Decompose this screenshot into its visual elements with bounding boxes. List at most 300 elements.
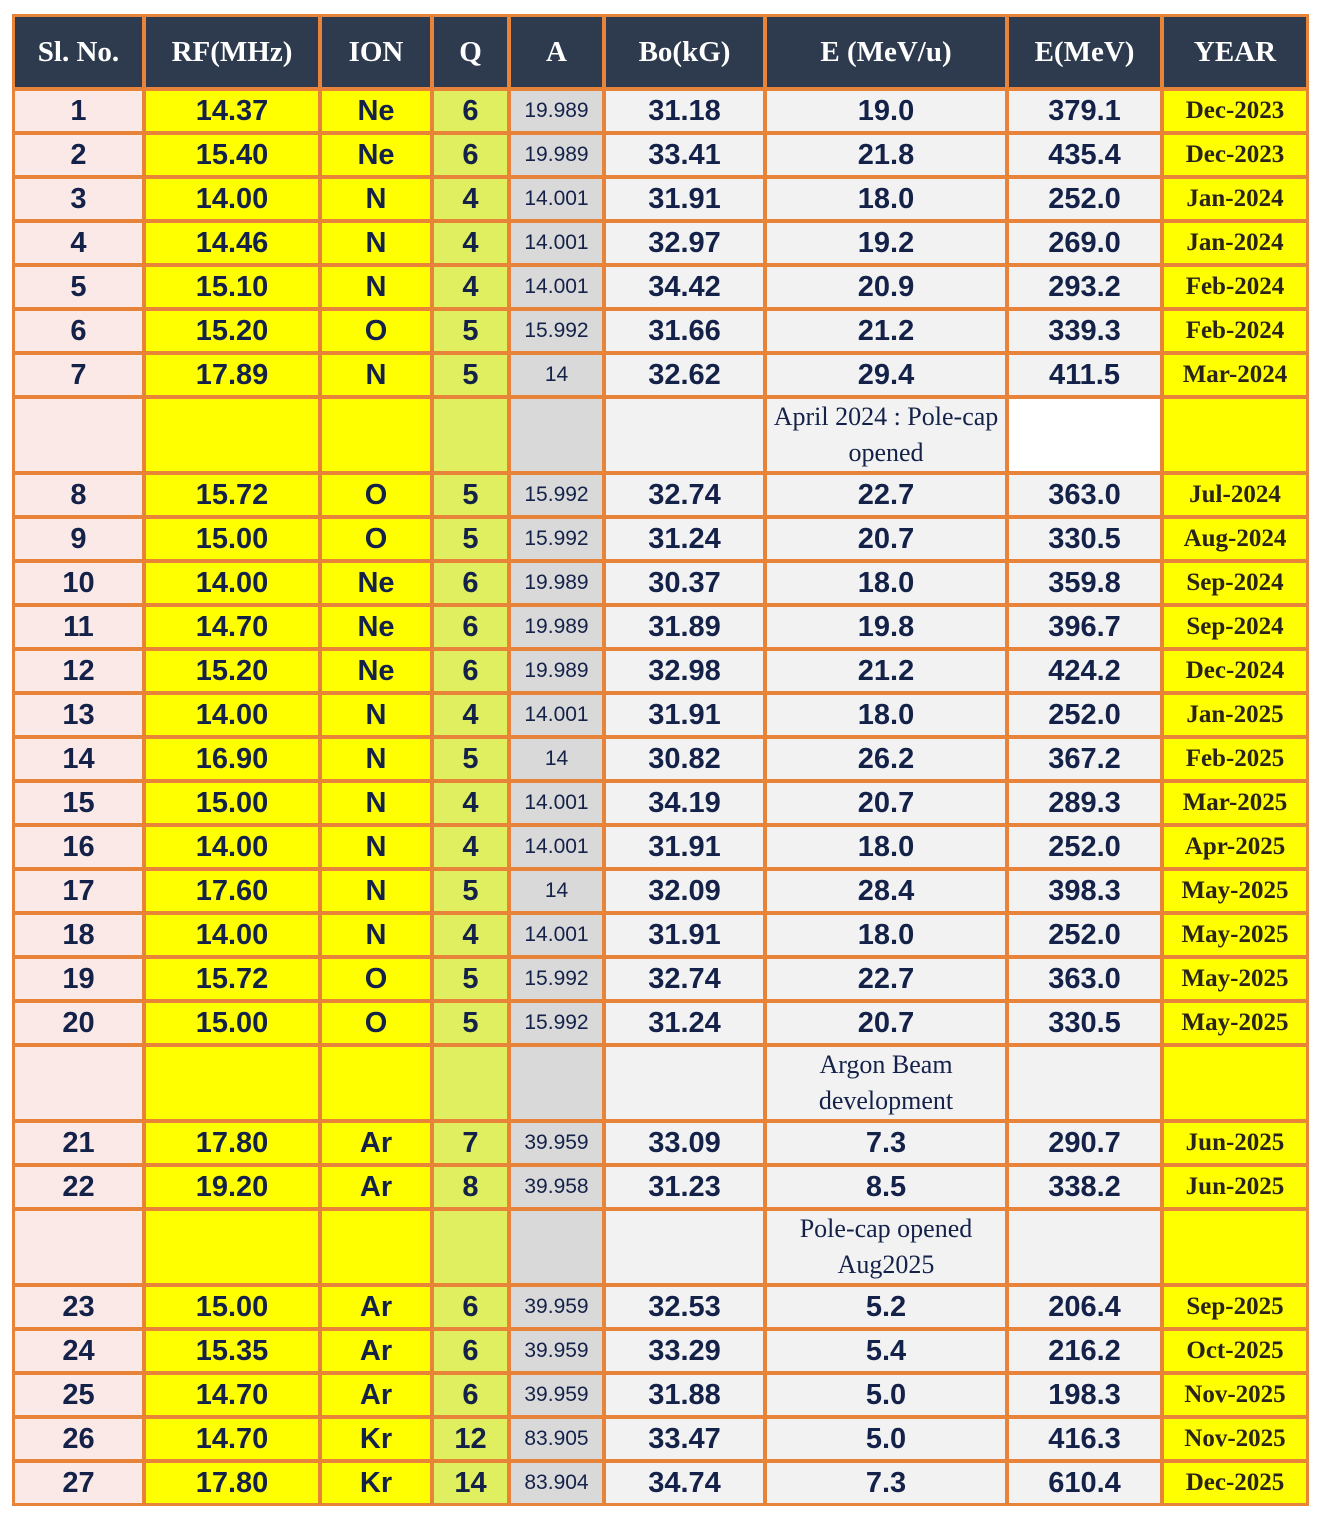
cell-a: 14.001	[511, 179, 606, 223]
cell-a: 15.992	[511, 959, 606, 1003]
cell-e-per-u: 19.2	[767, 223, 1009, 267]
cell-e-mev: 424.2	[1009, 651, 1164, 695]
cell-year: Dec-2023	[1164, 135, 1306, 179]
cell-a: 19.989	[511, 563, 606, 607]
cell-e-per-u: 21.2	[767, 311, 1009, 355]
cell-sl-no: 24	[15, 1331, 146, 1375]
cell-sl-no: 12	[15, 651, 146, 695]
cell-sl-no: 19	[15, 959, 146, 1003]
cell-year: Nov-2025	[1164, 1375, 1306, 1419]
cell-bo: 31.91	[606, 179, 767, 223]
cell-bo: 31.18	[606, 91, 767, 135]
cell-e-per-u: 20.7	[767, 783, 1009, 827]
table-row	[15, 827, 1306, 871]
table-row	[15, 223, 1306, 267]
cell-ion: O	[322, 519, 434, 563]
empty-cell	[1009, 399, 1164, 475]
cell-q: 4	[434, 827, 511, 871]
cell-bo: 31.23	[606, 1167, 767, 1211]
cell-bo: 34.74	[606, 1463, 767, 1503]
table-row	[15, 959, 1306, 1003]
cell-year: Jan-2025	[1164, 695, 1306, 739]
cell-rf: 19.20	[146, 1167, 322, 1211]
cell-rf: 15.20	[146, 311, 322, 355]
cell-bo: 30.37	[606, 563, 767, 607]
cell-e-per-u: 22.7	[767, 475, 1009, 519]
cell-e-per-u: 5.0	[767, 1375, 1009, 1419]
cell-year: Aug-2024	[1164, 519, 1306, 563]
cell-bo: 31.24	[606, 519, 767, 563]
cell-year: Jun-2025	[1164, 1167, 1306, 1211]
header-ion: ION	[322, 17, 434, 91]
cell-q: 4	[434, 223, 511, 267]
cell-bo: 34.42	[606, 267, 767, 311]
header-e-per-u: E (MeV/u)	[767, 17, 1009, 91]
empty-cell	[322, 399, 434, 475]
header-row	[15, 17, 1306, 91]
table-row	[15, 475, 1306, 519]
cell-year: Feb-2024	[1164, 311, 1306, 355]
cell-q: 4	[434, 267, 511, 311]
cell-year: Sep-2024	[1164, 563, 1306, 607]
cell-q: 6	[434, 607, 511, 651]
cell-rf: 17.60	[146, 871, 322, 915]
table-body	[15, 91, 1306, 1503]
cell-bo: 31.24	[606, 1003, 767, 1047]
cell-ion: Ne	[322, 563, 434, 607]
cell-rf: 15.72	[146, 475, 322, 519]
cell-sl-no: 13	[15, 695, 146, 739]
cell-e-per-u: 7.3	[767, 1463, 1009, 1503]
cell-rf: 17.89	[146, 355, 322, 399]
cell-e-mev: 290.7	[1009, 1123, 1164, 1167]
cell-rf: 15.35	[146, 1331, 322, 1375]
table-row	[15, 1375, 1306, 1419]
cell-e-mev: 610.4	[1009, 1463, 1164, 1503]
cell-a: 39.959	[511, 1287, 606, 1331]
table-row	[15, 871, 1306, 915]
cell-a: 14.001	[511, 915, 606, 959]
cell-e-mev: 252.0	[1009, 695, 1164, 739]
cell-a: 19.989	[511, 607, 606, 651]
cell-sl-no: 7	[15, 355, 146, 399]
cell-e-per-u: 21.2	[767, 651, 1009, 695]
cell-rf: 15.00	[146, 783, 322, 827]
empty-cell	[606, 1047, 767, 1123]
empty-cell	[146, 1047, 322, 1123]
cell-sl-no: 6	[15, 311, 146, 355]
cell-year: May-2025	[1164, 871, 1306, 915]
cell-sl-no: 21	[15, 1123, 146, 1167]
empty-cell	[434, 1211, 511, 1287]
table-row	[15, 1123, 1306, 1167]
cell-sl-no: 3	[15, 179, 146, 223]
cell-ion: O	[322, 475, 434, 519]
cell-e-mev: 416.3	[1009, 1419, 1164, 1463]
cell-e-per-u: 5.2	[767, 1287, 1009, 1331]
cell-e-mev: 398.3	[1009, 871, 1164, 915]
cell-e-per-u: 21.8	[767, 135, 1009, 179]
cell-bo: 31.91	[606, 827, 767, 871]
cell-e-per-u: 5.4	[767, 1331, 1009, 1375]
cell-q: 5	[434, 311, 511, 355]
cell-year: Feb-2025	[1164, 739, 1306, 783]
cell-ion: N	[322, 223, 434, 267]
cell-year: Nov-2025	[1164, 1419, 1306, 1463]
cell-year: May-2025	[1164, 915, 1306, 959]
cell-bo: 31.88	[606, 1375, 767, 1419]
empty-cell	[1164, 1211, 1306, 1287]
cell-q: 14	[434, 1463, 511, 1503]
cell-bo: 31.91	[606, 915, 767, 959]
cell-bo: 33.09	[606, 1123, 767, 1167]
cell-ion: N	[322, 915, 434, 959]
table-row	[15, 311, 1306, 355]
empty-cell	[322, 1047, 434, 1123]
cell-a: 83.904	[511, 1463, 606, 1503]
cell-rf: 14.00	[146, 827, 322, 871]
cell-rf: 16.90	[146, 739, 322, 783]
cell-e-per-u: 20.7	[767, 519, 1009, 563]
cell-ion: Ar	[322, 1123, 434, 1167]
cell-year: Jan-2024	[1164, 223, 1306, 267]
cell-ion: Ne	[322, 91, 434, 135]
cell-e-mev: 339.3	[1009, 311, 1164, 355]
cell-bo: 33.47	[606, 1419, 767, 1463]
cell-a: 15.992	[511, 1003, 606, 1047]
cell-sl-no: 10	[15, 563, 146, 607]
cell-e-mev: 330.5	[1009, 1003, 1164, 1047]
cell-bo: 33.41	[606, 135, 767, 179]
cell-bo: 34.19	[606, 783, 767, 827]
table-row	[15, 607, 1306, 651]
note-text: Argon Beam development	[767, 1047, 1009, 1123]
cell-a: 19.989	[511, 91, 606, 135]
cell-e-mev: 330.5	[1009, 519, 1164, 563]
empty-cell	[511, 1047, 606, 1123]
cell-a: 39.959	[511, 1123, 606, 1167]
cell-bo: 32.98	[606, 651, 767, 695]
cell-rf: 17.80	[146, 1463, 322, 1503]
cell-e-per-u: 20.9	[767, 267, 1009, 311]
cell-q: 5	[434, 475, 511, 519]
header-rf: RF(MHz)	[146, 17, 322, 91]
cell-rf: 15.00	[146, 1003, 322, 1047]
empty-cell	[15, 1211, 146, 1287]
cell-e-mev: 252.0	[1009, 915, 1164, 959]
cell-e-per-u: 18.0	[767, 179, 1009, 223]
cell-bo: 32.62	[606, 355, 767, 399]
cell-year: Feb-2024	[1164, 267, 1306, 311]
cell-q: 5	[434, 959, 511, 1003]
cell-q: 6	[434, 91, 511, 135]
cell-year: May-2025	[1164, 959, 1306, 1003]
cell-e-mev: 363.0	[1009, 475, 1164, 519]
empty-cell	[434, 399, 511, 475]
cell-rf: 15.72	[146, 959, 322, 1003]
cell-e-per-u: 29.4	[767, 355, 1009, 399]
empty-cell	[322, 1211, 434, 1287]
table-row	[15, 355, 1306, 399]
table-row	[15, 1463, 1306, 1503]
cell-e-mev: 396.7	[1009, 607, 1164, 651]
cell-e-mev: 252.0	[1009, 827, 1164, 871]
cell-sl-no: 26	[15, 1419, 146, 1463]
cell-a: 14.001	[511, 223, 606, 267]
cell-rf: 14.00	[146, 179, 322, 223]
cell-sl-no: 18	[15, 915, 146, 959]
cell-e-per-u: 7.3	[767, 1123, 1009, 1167]
cell-bo: 32.09	[606, 871, 767, 915]
cell-year: Jul-2024	[1164, 475, 1306, 519]
table-row	[15, 739, 1306, 783]
cell-sl-no: 23	[15, 1287, 146, 1331]
cell-e-mev: 363.0	[1009, 959, 1164, 1003]
cell-q: 5	[434, 871, 511, 915]
cell-year: Oct-2025	[1164, 1331, 1306, 1375]
cell-a: 14	[511, 355, 606, 399]
cell-sl-no: 16	[15, 827, 146, 871]
header-bo: Bo(kG)	[606, 17, 767, 91]
table-row	[15, 519, 1306, 563]
cell-sl-no: 17	[15, 871, 146, 915]
cell-a: 19.989	[511, 135, 606, 179]
header-sl-no: Sl. No.	[15, 17, 146, 91]
cell-rf: 14.00	[146, 915, 322, 959]
cell-bo: 30.82	[606, 739, 767, 783]
cell-bo: 32.74	[606, 959, 767, 1003]
cell-rf: 14.70	[146, 1419, 322, 1463]
cell-q: 5	[434, 519, 511, 563]
cell-a: 14	[511, 739, 606, 783]
cell-a: 19.989	[511, 651, 606, 695]
empty-cell	[1164, 399, 1306, 475]
cell-e-mev: 411.5	[1009, 355, 1164, 399]
cell-q: 4	[434, 695, 511, 739]
table-row	[15, 1167, 1306, 1211]
cell-ion: N	[322, 739, 434, 783]
empty-cell	[146, 1211, 322, 1287]
cell-q: 6	[434, 651, 511, 695]
cell-rf: 15.00	[146, 1287, 322, 1331]
cell-ion: N	[322, 783, 434, 827]
cell-a: 15.992	[511, 475, 606, 519]
note-row	[15, 1047, 1306, 1123]
empty-cell	[511, 1211, 606, 1287]
cell-ion: Kr	[322, 1419, 434, 1463]
empty-cell	[15, 399, 146, 475]
cell-year: Jun-2025	[1164, 1123, 1306, 1167]
cell-q: 6	[434, 1331, 511, 1375]
table-row	[15, 651, 1306, 695]
cell-rf: 14.70	[146, 1375, 322, 1419]
cell-q: 12	[434, 1419, 511, 1463]
note-row	[15, 1211, 1306, 1287]
cell-e-mev: 359.8	[1009, 563, 1164, 607]
cell-a: 39.958	[511, 1167, 606, 1211]
cell-year: Dec-2023	[1164, 91, 1306, 135]
cell-q: 7	[434, 1123, 511, 1167]
cell-ion: Ne	[322, 607, 434, 651]
cell-sl-no: 14	[15, 739, 146, 783]
table-row	[15, 1331, 1306, 1375]
table-row	[15, 783, 1306, 827]
cell-e-mev: 293.2	[1009, 267, 1164, 311]
cell-sl-no: 8	[15, 475, 146, 519]
cell-bo: 31.89	[606, 607, 767, 651]
cell-a: 14.001	[511, 827, 606, 871]
cell-e-mev: 206.4	[1009, 1287, 1164, 1331]
cell-ion: N	[322, 267, 434, 311]
cell-year: Apr-2025	[1164, 827, 1306, 871]
note-text: Pole-cap opened Aug2025	[767, 1211, 1009, 1287]
cell-bo: 32.74	[606, 475, 767, 519]
cell-ion: O	[322, 311, 434, 355]
cell-rf: 14.70	[146, 607, 322, 651]
cell-sl-no: 22	[15, 1167, 146, 1211]
cell-a: 14.001	[511, 783, 606, 827]
cell-q: 4	[434, 783, 511, 827]
cell-ion: Ne	[322, 135, 434, 179]
cell-bo: 32.97	[606, 223, 767, 267]
cell-rf: 14.00	[146, 695, 322, 739]
cell-e-mev: 198.3	[1009, 1375, 1164, 1419]
cell-e-mev: 252.0	[1009, 179, 1164, 223]
cell-sl-no: 25	[15, 1375, 146, 1419]
empty-cell	[146, 399, 322, 475]
empty-cell	[1009, 1047, 1164, 1123]
cell-a: 15.992	[511, 519, 606, 563]
cell-q: 6	[434, 1287, 511, 1331]
cell-q: 8	[434, 1167, 511, 1211]
cell-q: 6	[434, 1375, 511, 1419]
cell-ion: Ar	[322, 1167, 434, 1211]
cell-sl-no: 9	[15, 519, 146, 563]
cell-year: Mar-2024	[1164, 355, 1306, 399]
cell-rf: 14.37	[146, 91, 322, 135]
cell-ion: N	[322, 871, 434, 915]
cell-e-per-u: 8.5	[767, 1167, 1009, 1211]
table-row	[15, 267, 1306, 311]
cell-a: 14.001	[511, 695, 606, 739]
cell-e-mev: 216.2	[1009, 1331, 1164, 1375]
cell-ion: Ar	[322, 1287, 434, 1331]
table-row	[15, 1003, 1306, 1047]
table-row	[15, 915, 1306, 959]
cell-ion: N	[322, 695, 434, 739]
cell-bo: 31.91	[606, 695, 767, 739]
cell-sl-no: 15	[15, 783, 146, 827]
note-row	[15, 399, 1306, 475]
cell-e-mev: 367.2	[1009, 739, 1164, 783]
cell-bo: 31.66	[606, 311, 767, 355]
cell-e-per-u: 18.0	[767, 915, 1009, 959]
cell-year: Jan-2024	[1164, 179, 1306, 223]
cell-e-per-u: 28.4	[767, 871, 1009, 915]
cell-e-per-u: 18.0	[767, 827, 1009, 871]
cell-q: 5	[434, 355, 511, 399]
cell-e-per-u: 19.8	[767, 607, 1009, 651]
cell-ion: N	[322, 355, 434, 399]
table-row	[15, 1419, 1306, 1463]
cell-q: 4	[434, 179, 511, 223]
cell-ion: Kr	[322, 1463, 434, 1503]
cell-sl-no: 5	[15, 267, 146, 311]
cell-year: Sep-2025	[1164, 1287, 1306, 1331]
cell-ion: O	[322, 1003, 434, 1047]
cell-a: 83.905	[511, 1419, 606, 1463]
cell-e-per-u: 20.7	[767, 1003, 1009, 1047]
cell-rf: 17.80	[146, 1123, 322, 1167]
empty-cell	[606, 399, 767, 475]
cell-e-mev: 289.3	[1009, 783, 1164, 827]
cell-year: Dec-2025	[1164, 1463, 1306, 1503]
cell-sl-no: 11	[15, 607, 146, 651]
cell-bo: 33.29	[606, 1331, 767, 1375]
note-text: April 2024 : Pole-cap opened	[767, 399, 1009, 475]
cell-a: 14.001	[511, 267, 606, 311]
table-row	[15, 1287, 1306, 1331]
empty-cell	[434, 1047, 511, 1123]
table-row	[15, 179, 1306, 223]
cell-q: 5	[434, 739, 511, 783]
cell-a: 14	[511, 871, 606, 915]
cell-ion: Ar	[322, 1375, 434, 1419]
cell-ion: N	[322, 179, 434, 223]
cell-a: 39.959	[511, 1375, 606, 1419]
cell-sl-no: 4	[15, 223, 146, 267]
table-row	[15, 135, 1306, 179]
cell-year: May-2025	[1164, 1003, 1306, 1047]
cell-bo: 32.53	[606, 1287, 767, 1331]
cell-rf: 15.20	[146, 651, 322, 695]
empty-cell	[606, 1211, 767, 1287]
cell-ion: Ne	[322, 651, 434, 695]
cell-rf: 15.10	[146, 267, 322, 311]
cell-sl-no: 20	[15, 1003, 146, 1047]
cell-rf: 14.00	[146, 563, 322, 607]
cell-e-per-u: 5.0	[767, 1419, 1009, 1463]
header-e-mev: E(MeV)	[1009, 17, 1164, 91]
cell-e-per-u: 22.7	[767, 959, 1009, 1003]
cell-ion: N	[322, 827, 434, 871]
empty-cell	[1009, 1211, 1164, 1287]
cell-e-per-u: 18.0	[767, 563, 1009, 607]
cell-e-per-u: 19.0	[767, 91, 1009, 135]
cell-rf: 15.00	[146, 519, 322, 563]
beam-table	[12, 14, 1309, 1506]
header-q: Q	[434, 17, 511, 91]
empty-cell	[15, 1047, 146, 1123]
cell-e-mev: 435.4	[1009, 135, 1164, 179]
cell-ion: O	[322, 959, 434, 1003]
cell-sl-no: 27	[15, 1463, 146, 1503]
cell-q: 6	[434, 563, 511, 607]
cell-a: 15.992	[511, 311, 606, 355]
header-a: A	[511, 17, 606, 91]
cell-e-per-u: 26.2	[767, 739, 1009, 783]
cell-e-mev: 379.1	[1009, 91, 1164, 135]
cell-e-per-u: 18.0	[767, 695, 1009, 739]
cell-rf: 15.40	[146, 135, 322, 179]
cell-e-mev: 269.0	[1009, 223, 1164, 267]
cell-rf: 14.46	[146, 223, 322, 267]
cell-year: Mar-2025	[1164, 783, 1306, 827]
cell-q: 4	[434, 915, 511, 959]
cell-q: 5	[434, 1003, 511, 1047]
empty-cell	[1164, 1047, 1306, 1123]
cell-year: Sep-2024	[1164, 607, 1306, 651]
